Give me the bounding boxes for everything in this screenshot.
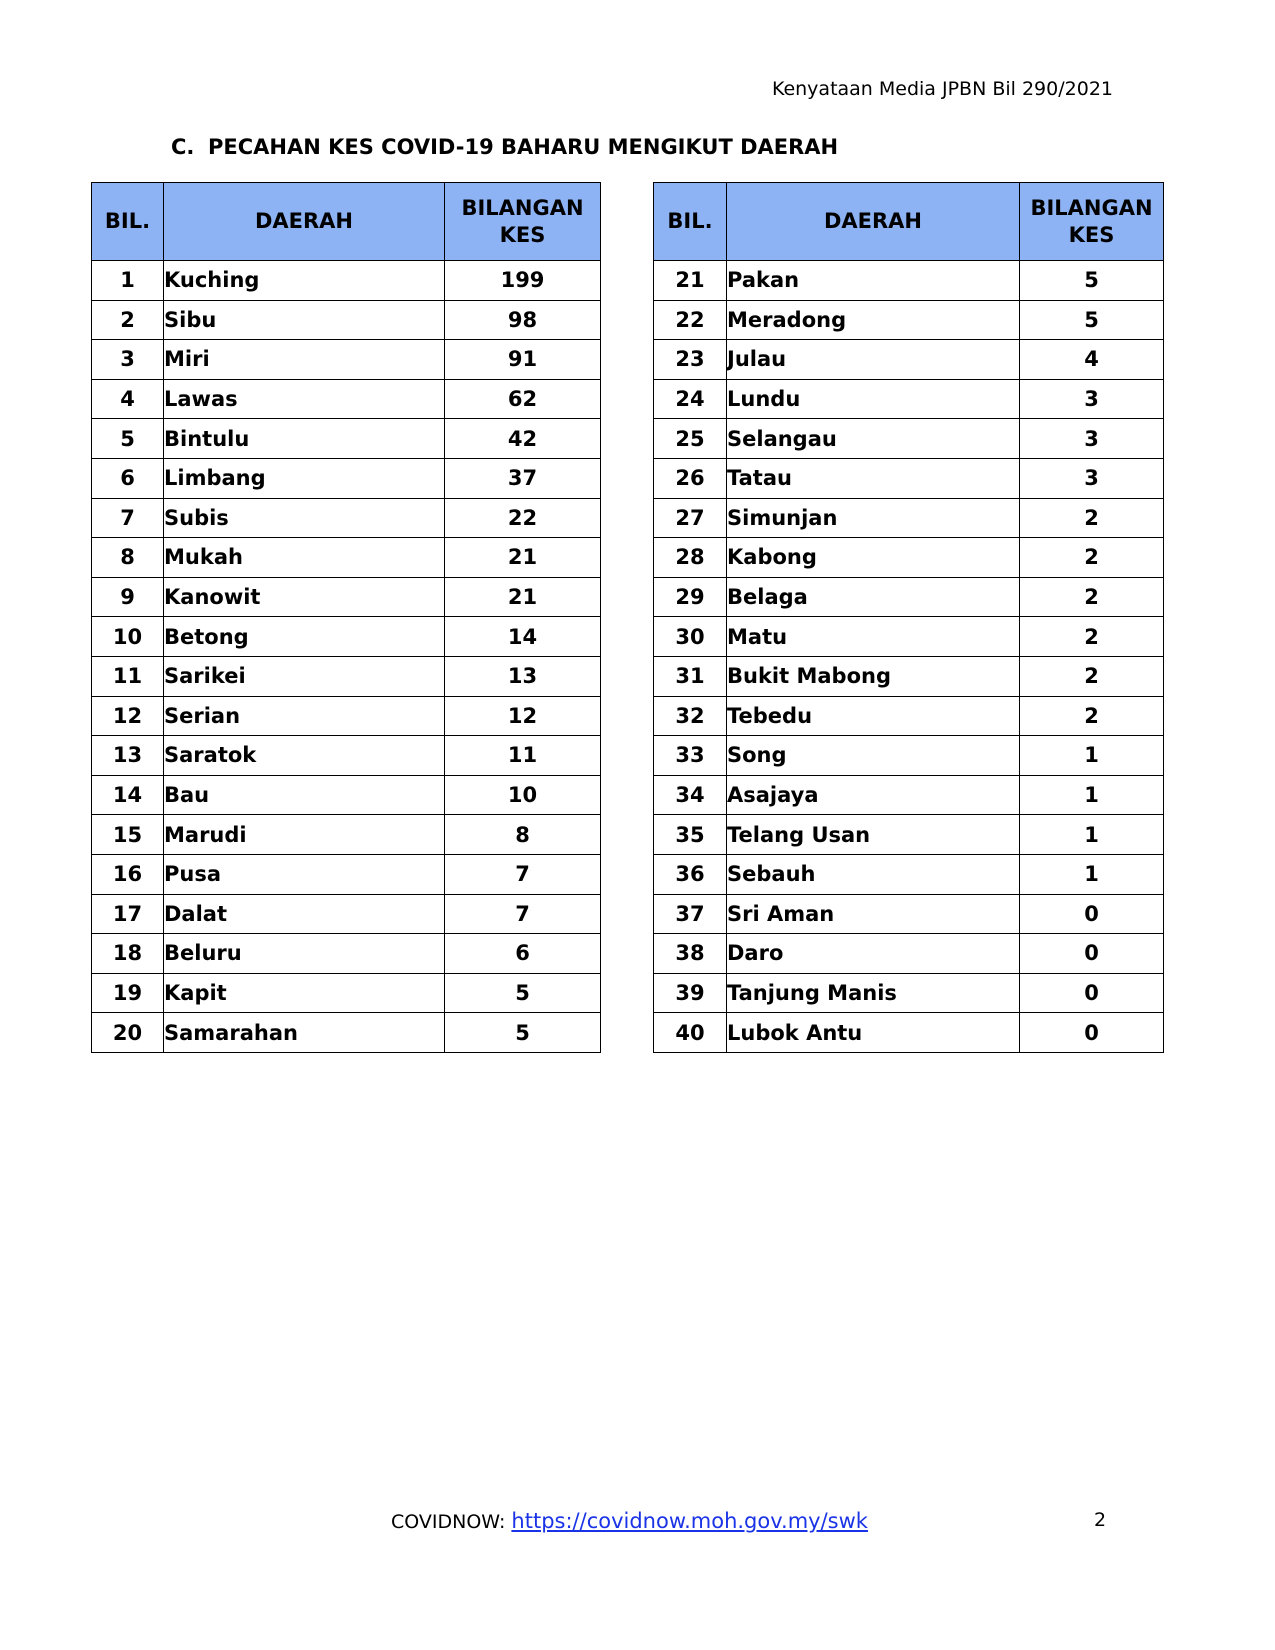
table-row <box>92 498 601 538</box>
table-row <box>654 458 1164 498</box>
district-name: Matu <box>727 617 1020 657</box>
column-header-line-2: KES <box>499 222 546 247</box>
case-count: 1 <box>1020 815 1164 855</box>
footer-source-label: COVIDNOW: <box>391 1511 506 1533</box>
case-count: 11 <box>445 736 601 776</box>
table-row <box>654 973 1164 1013</box>
table-row <box>654 696 1164 736</box>
district-name: Sebauh <box>727 854 1020 894</box>
footer-source <box>391 1509 868 1533</box>
district-name: Julau <box>727 340 1020 380</box>
district-name: Kanowit <box>164 577 445 617</box>
document-reference: Kenyataan Media JPBN Bil 290/2021 <box>771 78 1113 100</box>
row-number: 40 <box>654 1013 727 1053</box>
row-number: 28 <box>654 538 727 578</box>
district-name: Marudi <box>164 815 445 855</box>
table-row <box>92 577 601 617</box>
table-row <box>654 815 1164 855</box>
case-count: 0 <box>1020 894 1164 934</box>
column-header-bilangan-kes <box>1020 183 1164 261</box>
district-name: Bau <box>164 775 445 815</box>
table-row <box>92 775 601 815</box>
row-number: 24 <box>654 379 727 419</box>
district-name: Saratok <box>164 736 445 776</box>
table-row <box>92 419 601 459</box>
row-number: 3 <box>92 340 164 380</box>
district-name: Pusa <box>164 854 445 894</box>
case-count: 2 <box>1020 617 1164 657</box>
table-row <box>654 577 1164 617</box>
case-count: 199 <box>445 261 601 301</box>
case-count: 14 <box>445 617 601 657</box>
district-name: Bintulu <box>164 419 445 459</box>
district-name: Sri Aman <box>727 894 1020 934</box>
district-name: Selangau <box>727 419 1020 459</box>
table-row <box>92 656 601 696</box>
district-name: Limbang <box>164 458 445 498</box>
column-header-bil: BIL. <box>654 183 727 261</box>
table-row <box>92 538 601 578</box>
case-count: 1 <box>1020 736 1164 776</box>
row-number: 13 <box>92 736 164 776</box>
district-table-left <box>91 182 601 1053</box>
table-row <box>654 498 1164 538</box>
row-number: 34 <box>654 775 727 815</box>
covidnow-link[interactable]: https://covidnow.moh.gov.my/swk <box>511 1509 868 1533</box>
table-row <box>92 300 601 340</box>
case-count: 7 <box>445 854 601 894</box>
row-number: 4 <box>92 379 164 419</box>
case-count: 5 <box>445 1013 601 1053</box>
table-row <box>92 261 601 301</box>
district-name: Kapit <box>164 973 445 1013</box>
row-number: 22 <box>654 300 727 340</box>
district-name: Lundu <box>727 379 1020 419</box>
district-name: Mukah <box>164 538 445 578</box>
row-number: 6 <box>92 458 164 498</box>
district-name: Kuching <box>164 261 445 301</box>
district-name: Belaga <box>727 577 1020 617</box>
row-number: 23 <box>654 340 727 380</box>
case-count: 62 <box>445 379 601 419</box>
table-row <box>654 854 1164 894</box>
district-name: Telang Usan <box>727 815 1020 855</box>
row-number: 10 <box>92 617 164 657</box>
table-row <box>92 617 601 657</box>
district-name: Tebedu <box>727 696 1020 736</box>
row-number: 20 <box>92 1013 164 1053</box>
table-row <box>92 815 601 855</box>
district-name: Meradong <box>727 300 1020 340</box>
table-row <box>92 854 601 894</box>
table-row <box>92 934 601 974</box>
case-count: 2 <box>1020 538 1164 578</box>
case-count: 21 <box>445 538 601 578</box>
district-name: Dalat <box>164 894 445 934</box>
case-count: 1 <box>1020 854 1164 894</box>
row-number: 17 <box>92 894 164 934</box>
row-number: 21 <box>654 261 727 301</box>
table-row <box>654 419 1164 459</box>
case-count: 2 <box>1020 498 1164 538</box>
row-number: 39 <box>654 973 727 1013</box>
district-name: Tatau <box>727 458 1020 498</box>
table-row <box>654 617 1164 657</box>
table-row <box>92 736 601 776</box>
case-count: 21 <box>445 577 601 617</box>
district-name: Subis <box>164 498 445 538</box>
case-count: 42 <box>445 419 601 459</box>
row-number: 15 <box>92 815 164 855</box>
section-title: PECAHAN KES COVID-19 BAHARU MENGIKUT DAERAH <box>208 135 839 159</box>
row-number: 31 <box>654 656 727 696</box>
district-name: Betong <box>164 617 445 657</box>
district-name: Pakan <box>727 261 1020 301</box>
column-header-line-2: KES <box>1068 222 1115 247</box>
page-footer <box>0 1509 1275 1539</box>
table-row <box>92 894 601 934</box>
district-name: Miri <box>164 340 445 380</box>
row-number: 27 <box>654 498 727 538</box>
district-name: Serian <box>164 696 445 736</box>
section-letter: C. <box>171 135 195 159</box>
district-name: Bukit Mabong <box>727 656 1020 696</box>
table-row <box>92 696 601 736</box>
table-row <box>654 379 1164 419</box>
row-number: 9 <box>92 577 164 617</box>
table-body-left <box>92 261 601 1053</box>
page-number: 2 <box>1094 1509 1107 1531</box>
table-row <box>92 379 601 419</box>
case-count: 37 <box>445 458 601 498</box>
table-header-row <box>92 183 601 261</box>
case-count: 0 <box>1020 934 1164 974</box>
section-heading <box>171 135 838 159</box>
district-name: Sarikei <box>164 656 445 696</box>
table-row <box>92 1013 601 1053</box>
row-number: 36 <box>654 854 727 894</box>
district-name: Kabong <box>727 538 1020 578</box>
case-count: 13 <box>445 656 601 696</box>
case-count: 8 <box>445 815 601 855</box>
row-number: 30 <box>654 617 727 657</box>
column-header-bil: BIL. <box>92 183 164 261</box>
column-header-daerah: DAERAH <box>164 183 445 261</box>
district-table-right <box>653 182 1164 1053</box>
row-number: 14 <box>92 775 164 815</box>
case-count: 3 <box>1020 379 1164 419</box>
row-number: 5 <box>92 419 164 459</box>
case-count: 10 <box>445 775 601 815</box>
district-name: Daro <box>727 934 1020 974</box>
row-number: 32 <box>654 696 727 736</box>
case-count: 2 <box>1020 577 1164 617</box>
row-number: 16 <box>92 854 164 894</box>
row-number: 12 <box>92 696 164 736</box>
table-body-right <box>654 261 1164 1053</box>
row-number: 25 <box>654 419 727 459</box>
table-row <box>654 300 1164 340</box>
case-count: 12 <box>445 696 601 736</box>
district-name: Simunjan <box>727 498 1020 538</box>
case-count: 3 <box>1020 458 1164 498</box>
case-count: 91 <box>445 340 601 380</box>
column-header-line-1: BILANGAN <box>461 195 584 220</box>
table-row <box>92 973 601 1013</box>
case-count: 4 <box>1020 340 1164 380</box>
column-header-line-1: BILANGAN <box>1030 195 1153 220</box>
case-count: 1 <box>1020 775 1164 815</box>
table-row <box>654 538 1164 578</box>
row-number: 7 <box>92 498 164 538</box>
table-row <box>654 934 1164 974</box>
row-number: 1 <box>92 261 164 301</box>
table-row <box>654 894 1164 934</box>
case-count: 6 <box>445 934 601 974</box>
case-count: 5 <box>1020 261 1164 301</box>
case-count: 98 <box>445 300 601 340</box>
case-count: 5 <box>1020 300 1164 340</box>
table-row <box>654 775 1164 815</box>
table-row <box>654 261 1164 301</box>
case-count: 0 <box>1020 1013 1164 1053</box>
row-number: 38 <box>654 934 727 974</box>
column-header-daerah: DAERAH <box>727 183 1020 261</box>
row-number: 33 <box>654 736 727 776</box>
case-count: 7 <box>445 894 601 934</box>
case-count: 2 <box>1020 696 1164 736</box>
table-row <box>654 736 1164 776</box>
row-number: 2 <box>92 300 164 340</box>
case-count: 3 <box>1020 419 1164 459</box>
row-number: 8 <box>92 538 164 578</box>
district-name: Sibu <box>164 300 445 340</box>
district-name: Lawas <box>164 379 445 419</box>
row-number: 18 <box>92 934 164 974</box>
district-name: Lubok Antu <box>727 1013 1020 1053</box>
district-name: Samarahan <box>164 1013 445 1053</box>
row-number: 19 <box>92 973 164 1013</box>
row-number: 11 <box>92 656 164 696</box>
table-row <box>92 458 601 498</box>
case-count: 0 <box>1020 973 1164 1013</box>
table-row <box>654 340 1164 380</box>
row-number: 29 <box>654 577 727 617</box>
case-count: 2 <box>1020 656 1164 696</box>
district-name: Beluru <box>164 934 445 974</box>
district-name: Asajaya <box>727 775 1020 815</box>
district-name: Song <box>727 736 1020 776</box>
row-number: 26 <box>654 458 727 498</box>
case-count: 5 <box>445 973 601 1013</box>
row-number: 35 <box>654 815 727 855</box>
table-row <box>654 656 1164 696</box>
table-row <box>92 340 601 380</box>
column-header-bilangan-kes <box>445 183 601 261</box>
row-number: 37 <box>654 894 727 934</box>
case-count: 22 <box>445 498 601 538</box>
table-row <box>654 1013 1164 1053</box>
district-name: Tanjung Manis <box>727 973 1020 1013</box>
table-header-row <box>654 183 1164 261</box>
